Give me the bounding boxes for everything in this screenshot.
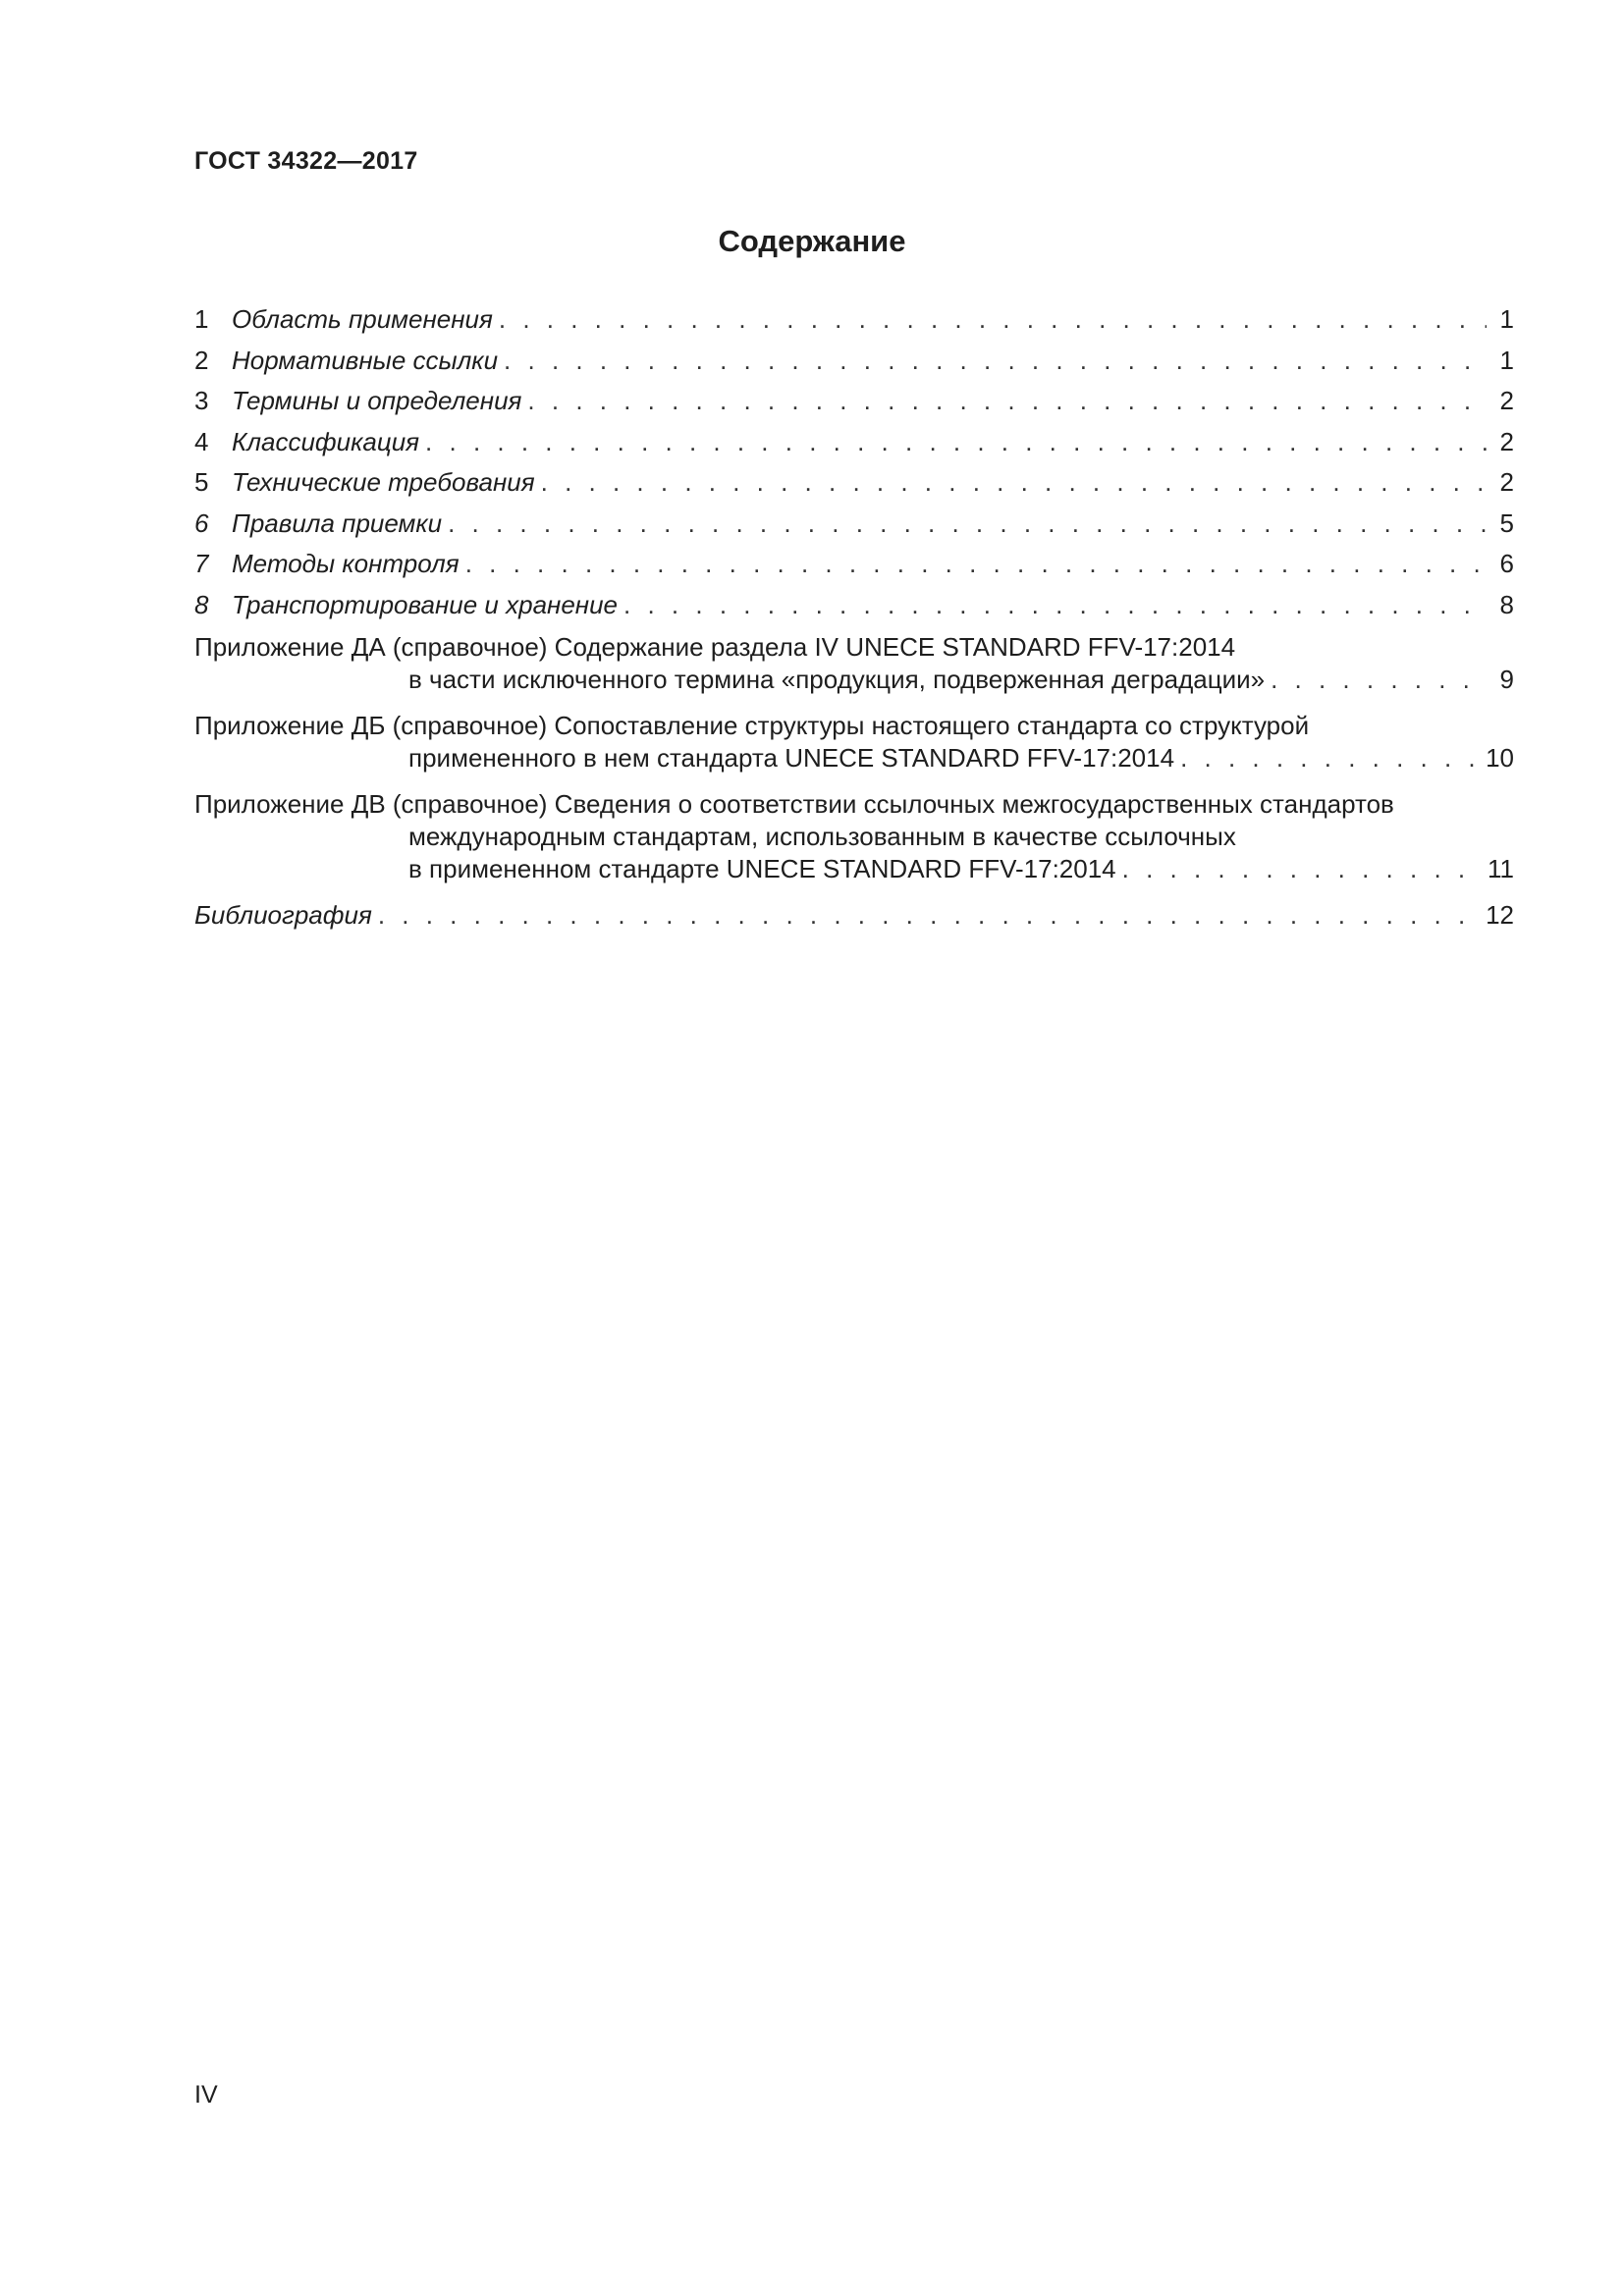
- dot-leader: [541, 467, 1487, 498]
- toc-entry-title: Термины и определения: [232, 386, 522, 415]
- annex-title-line: Приложение ДВ (справочное) Сведения о соответствии ссылочных межгосударственных стандартов: [194, 789, 1394, 819]
- annex-title-line: Приложение ДА (справочное) Содержание раздела IV UNECE STANDARD FFV-17:2014: [194, 632, 1236, 662]
- toc-entry-number: 3: [194, 386, 209, 415]
- table-of-contents: [194, 304, 1514, 941]
- toc-entry-page: 2: [1499, 467, 1514, 497]
- toc-entry-page: 11: [1488, 854, 1514, 883]
- dot-leader: [527, 386, 1487, 416]
- dot-leader: [1180, 743, 1480, 774]
- toc-entry-page: 6: [1499, 549, 1514, 578]
- toc-entry-number: 6: [194, 507, 209, 538]
- annex-title-line: в примененном стандарте UNECE STANDARD FFV-17:2014: [408, 854, 1116, 883]
- dot-leader: [1122, 854, 1482, 884]
- toc-entry-1[interactable]: [194, 304, 1514, 346]
- dot-leader: [448, 508, 1487, 539]
- toc-entry-number: 4: [194, 426, 209, 456]
- toc-annex-da[interactable]: [194, 632, 1514, 697]
- toc-entry-page: 2: [1499, 426, 1514, 456]
- toc-entry-title: Библиография: [194, 900, 372, 930]
- page-number: IV: [194, 2081, 218, 2109]
- toc-entry-page: 1: [1499, 304, 1514, 334]
- toc-entry-page: 1: [1499, 345, 1514, 375]
- toc-entry-title: Методы контроля: [232, 549, 460, 578]
- toc-entry-page: 2: [1499, 386, 1514, 415]
- toc-entry-8[interactable]: [194, 590, 1514, 631]
- toc-annex-dv[interactable]: [194, 789, 1514, 886]
- toc-entry-5[interactable]: [194, 467, 1514, 508]
- toc-entry-4[interactable]: [194, 427, 1514, 468]
- toc-entry-page: 12: [1486, 900, 1514, 930]
- toc-entry-number: 1: [194, 304, 209, 334]
- dot-leader: [504, 346, 1487, 376]
- toc-entry-title: Правила приемки: [232, 507, 443, 538]
- toc-entry-title: Транспортирование и хранение: [232, 589, 619, 619]
- annex-title-line: примененного в нем стандарта UNECE STANDARD FFV-17:2014: [408, 743, 1175, 773]
- dot-leader: [623, 590, 1487, 620]
- toc-entry-page: 10: [1486, 743, 1514, 773]
- toc-entry-3[interactable]: [194, 386, 1514, 427]
- page-title: Содержание: [718, 224, 906, 258]
- toc-entry-number: 2: [194, 345, 209, 375]
- toc-entry-2[interactable]: [194, 346, 1514, 387]
- toc-entry-page: 9: [1499, 665, 1514, 694]
- toc-entry-number: 7: [194, 549, 209, 578]
- toc-entry-bibliography[interactable]: [194, 900, 1514, 941]
- annex-title-line: международным стандартам, использованным в качестве ссылочных: [408, 822, 1236, 851]
- dot-leader: [465, 549, 1487, 579]
- toc-entry-number: 8: [194, 589, 209, 619]
- annex-title-line: в части исключенного термина «продукция, подверженная деградации»: [408, 665, 1266, 694]
- dot-leader: [1271, 665, 1487, 695]
- toc-entry-title: Классификация: [232, 426, 420, 456]
- dot-leader: [425, 427, 1487, 457]
- toc-entry-7[interactable]: [194, 549, 1514, 590]
- toc-entry-number: 5: [194, 467, 209, 497]
- toc-entry-page: 8: [1499, 589, 1514, 619]
- document-code: ГОСТ 34322—2017: [194, 147, 418, 175]
- toc-entry-page: 5: [1499, 507, 1514, 538]
- toc-annex-db[interactable]: [194, 711, 1514, 775]
- dot-leader: [378, 900, 1480, 931]
- annex-title-line: Приложение ДБ (справочное) Сопоставление структуры настоящего стандарта со структурой: [194, 711, 1310, 740]
- toc-entry-title: Технические требования: [232, 467, 535, 497]
- toc-entry-6[interactable]: [194, 508, 1514, 550]
- toc-entry-title: Область применения: [232, 304, 493, 334]
- dot-leader: [499, 304, 1487, 335]
- toc-entry-title: Нормативные ссылки: [232, 345, 499, 375]
